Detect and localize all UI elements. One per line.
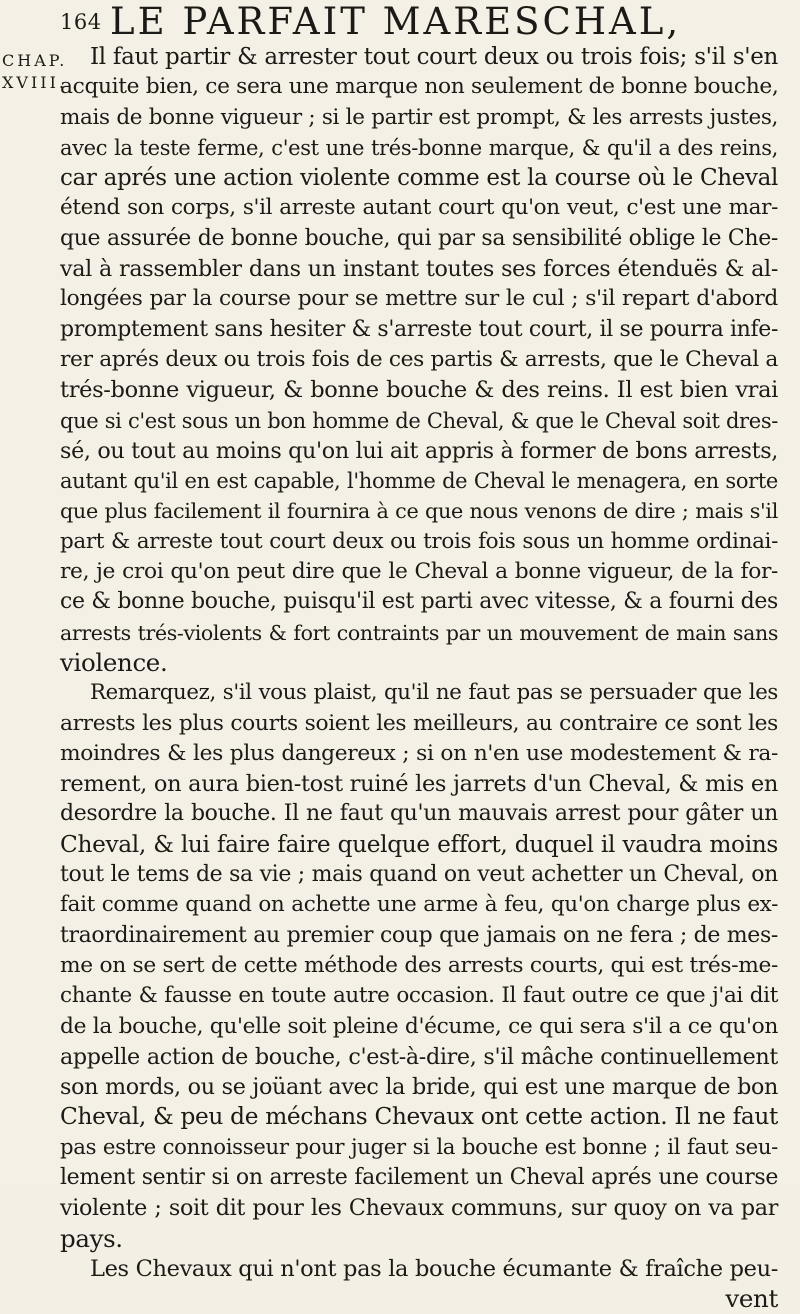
text-line: pays.: [60, 1223, 123, 1253]
text-line: val à rassembler dans un instant toutes ses forces étenduës & al-: [60, 256, 778, 283]
text-line: avec la teste ferme, c'est une trés-bonne marque, & qu'il a des reins,: [60, 135, 778, 160]
body-text: [60, 42, 778, 1314]
text-line: rer aprés deux ou trois fois de ces partis & arrests, que le Cheval a: [60, 346, 778, 372]
text-line: que assurée de bonne bouche, qui par sa sensibilité oblige le Che-: [60, 225, 778, 251]
text-line: pas estre connoisseur pour juger si la bouche est bonne ; il faut seu-: [60, 1134, 778, 1160]
text-line: tout le tems de sa vie ; mais quand on veut achetter un Cheval, on: [60, 862, 778, 888]
catchword: vent: [725, 1284, 778, 1314]
text-line: violence.: [60, 647, 168, 677]
text-line: mais de bonne vigueur ; si le partir est prompt, & les arrests justes,: [60, 104, 778, 130]
text-line: part & arreste tout court deux ou trois fois sous un homme ordinai-: [60, 528, 778, 554]
page-number: 164: [60, 10, 102, 34]
text-line: desordre la bouche. Il ne faut qu'un mauvais arrest pour gâter un: [60, 801, 778, 827]
text-line: chante & fausse en toute autre occasion. Il faut outre ce que j'ai dit: [60, 983, 778, 1009]
text-line: trés-bonne vigueur, & bonne bouche & des reins. Il est bien vrai: [60, 377, 778, 404]
text-line: de la bouche, qu'elle soit pleine d'écume, ce qui sera s'il a ce qu'on: [60, 1013, 778, 1039]
text-line: Cheval, & lui faire faire quelque effort, duquel il vaudra moins: [60, 830, 778, 858]
text-line: acquite bien, ce sera une marque non seulement de bonne bouche,: [60, 74, 779, 100]
text-line: autant qu'il en est capable, l'homme de Cheval le menagera, en sorte: [60, 469, 778, 494]
text-line: arrests les plus courts soient les meilleurs, au contraire ce sont les: [60, 710, 778, 736]
text-line: Cheval, & peu de méchans Chevaux ont cette action. Il ne faut: [60, 1103, 778, 1131]
chapter-number: XVIII.: [2, 73, 67, 92]
text-line: me on se sert de cette méthode des arrests courts, qui est trés-me-: [60, 952, 778, 978]
text-line: sé, ou tout au moins qu'on lui ait appris à former de bons arrests,: [60, 437, 778, 464]
text-line: fait comme quand on achette une arme à feu, qu'on charge plus ex-: [60, 892, 778, 918]
text-line: que plus facilement il fournira à ce que nous venons de dire ; mais s'il: [60, 499, 778, 524]
text-line: Il faut partir & arrester tout court deux ou trois fois; s'il s'en: [90, 44, 778, 70]
text-line: étend son corps, s'il arreste autant court qu'on veut, c'est une mar-: [60, 195, 778, 221]
text-line: car aprés une action violente comme est la course où le Cheval: [60, 165, 778, 192]
text-line: traordinairement au premier coup que jamais on ne fera ; de mes-: [60, 922, 778, 948]
text-line: ce & bonne bouche, puisqu'il est parti avec vitesse, & a fourni des: [60, 589, 778, 615]
chapter-label: CHAP.: [2, 51, 68, 70]
text-line: promptement sans hesiter & s'arreste tout court, il se pourra infe-: [60, 316, 779, 342]
text-line: son mords, ou se joüant avec la bride, qui est une marque de bon: [60, 1074, 778, 1101]
text-line: rement, on aura bien-tost ruiné les jarrets d'un Cheval, & mis en: [60, 771, 778, 798]
text-line: Remarquez, s'il vous plaist, qu'il ne faut pas se persuader que les: [90, 680, 778, 706]
text-line: arrests trés-violents & fort contraints par un mouvement de main sans: [60, 620, 778, 645]
text-line: longées par la course pour se mettre sur le cul ; s'il repart d'abord: [60, 286, 778, 312]
text-line: lement sentir si on arreste facilement un Cheval aprés une course: [60, 1164, 778, 1190]
text-line: appelle action de bouche, c'est-à-dire, s'il mâche continuellement: [60, 1043, 778, 1070]
chapter-marginal-note: [2, 50, 68, 94]
text-line: re, je croi qu'on peut dire que le Cheval a bonne vigueur, de la for-: [60, 559, 778, 585]
text-line: moindres & les plus dangereux ; si on n'en use modestement & ra-: [60, 740, 778, 766]
running-title: LE PARFAIT MARESCHAL,: [110, 0, 682, 43]
text-line: que si c'est sous un bon homme de Cheval, & que le Cheval soit dres-: [60, 408, 778, 433]
text-line: violente ; soit dit pour les Chevaux communs, sur quoy on va par: [60, 1195, 778, 1222]
text-line: Les Chevaux qui n'ont pas la bouche écumante & fraîche peu-: [90, 1255, 778, 1282]
